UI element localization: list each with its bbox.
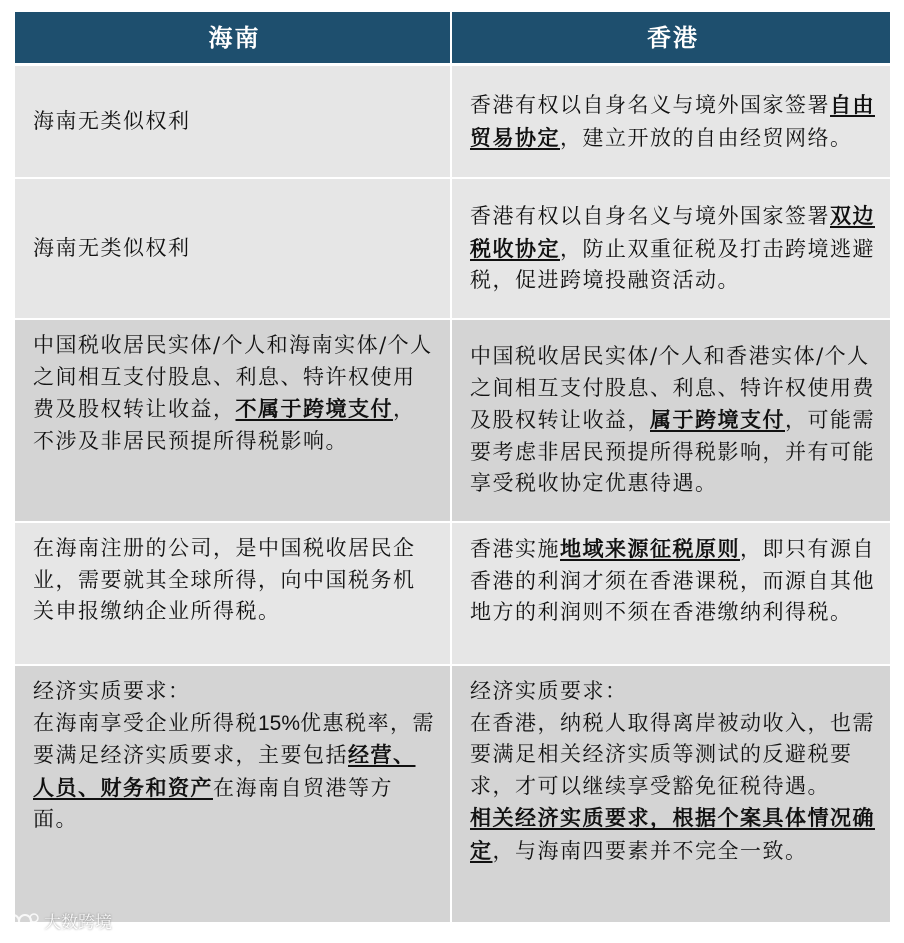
table-row [15, 320, 890, 523]
cell-text: ，防止双重征税及打击跨境逃避税，促进跨境投融资活动。 [470, 236, 875, 293]
cell-text: 香港有权以自身名义与境外国家签署 [470, 204, 830, 229]
cell-text: ，建立开放的自由经贸网络。 [560, 125, 853, 150]
cell-text: 香港有权以自身名义与境外国家签署 [470, 93, 830, 117]
cell-paragraph [33, 330, 436, 457]
hainan-cell [15, 523, 452, 664]
cell-text: 在香港，纳税人取得离岸被动收入，也需要满足相关经济实质等测试的反避税要求，才可以继续享受豁免征税待遇。 [470, 710, 875, 798]
cell-text: ，不涉及非居民预提所得税影响。 [33, 397, 416, 453]
comparison-table [15, 12, 890, 924]
hainan-cell [15, 666, 452, 922]
hongkong-cell [452, 320, 890, 521]
cell-paragraph [470, 341, 876, 500]
brand-logo-icon [6, 910, 40, 932]
header-hongkong: 香港 [452, 12, 890, 63]
hongkong-cell [452, 66, 890, 177]
cell-text: 海南无类似权利 [33, 108, 191, 133]
cell-text: 在海南注册的公司，是中国税收居民企业，需要就其全球所得，向中国税务机关申报缴纳企业所得税。 [33, 536, 416, 623]
cell-text: ，可能需要考虑非居民预提所得税影响，并有可能享受税收协定优惠待遇。 [470, 408, 875, 496]
hongkong-cell [452, 666, 890, 922]
cell-paragraph [33, 708, 436, 836]
cell-text: 中国税收居民实体/个人和香港实体/个人之间相互支付股息、利息、特许权使用费及股权转让收益， [470, 344, 875, 433]
table-row [15, 666, 890, 924]
hainan-cell [15, 66, 452, 177]
hongkong-cell [452, 179, 890, 318]
cell-text: 香港实施 [470, 537, 560, 561]
cell-text: 中国税收居民实体/个人和海南实体/个人之间相互支付股息、利息、特许权使用费及股权转让收益， [33, 333, 433, 421]
cell-text: 在海南自贸港等方面。 [33, 775, 393, 831]
hainan-cell [15, 320, 452, 521]
watermark-text: 大数跨境 [44, 913, 112, 933]
cell-text: 在海南享受企业所得税 [33, 710, 258, 735]
highlight-text: 地域来源征税原则 [560, 536, 740, 561]
highlight-text: 经营、人员、财务和资产 [33, 742, 416, 800]
cell-text: 海南无类似权利 [33, 235, 191, 260]
cell-subtitle: 经济实质要求： [33, 679, 191, 703]
table-row [15, 66, 890, 179]
table-row [15, 523, 890, 666]
highlight-text: 不属于跨境支付 [235, 396, 393, 421]
highlight-text: 属于跨境支付 [650, 407, 785, 433]
cell-text: ，即只有源自香港的利润才须在香港课税，而源自其他地方的利润则不须在香港缴纳利得税。 [470, 537, 875, 624]
cell-subtitle: 经济实质要求： [470, 679, 628, 703]
highlight-text: 双边税收协定 [470, 203, 875, 261]
percent-value: 15% [258, 711, 301, 735]
hongkong-cell [452, 523, 890, 664]
watermark [6, 908, 112, 933]
table-header [15, 12, 890, 66]
table-row [15, 179, 890, 320]
cell-text: 优惠税率，需要满足经济实质要求，主要包括 [33, 710, 436, 767]
cell-paragraph [470, 200, 876, 297]
cell-paragraph [470, 533, 876, 629]
hainan-cell [15, 179, 452, 318]
cell-text: ，与海南四要素并不完全一致。 [492, 838, 808, 863]
highlight-text: 自由贸易协定 [470, 92, 875, 150]
cell-paragraph [470, 89, 876, 154]
header-hainan: 海南 [15, 12, 452, 63]
highlight-text: 相关经济实质要求，根据个案具体情况确定 [470, 805, 875, 863]
cell-paragraph [470, 802, 876, 867]
